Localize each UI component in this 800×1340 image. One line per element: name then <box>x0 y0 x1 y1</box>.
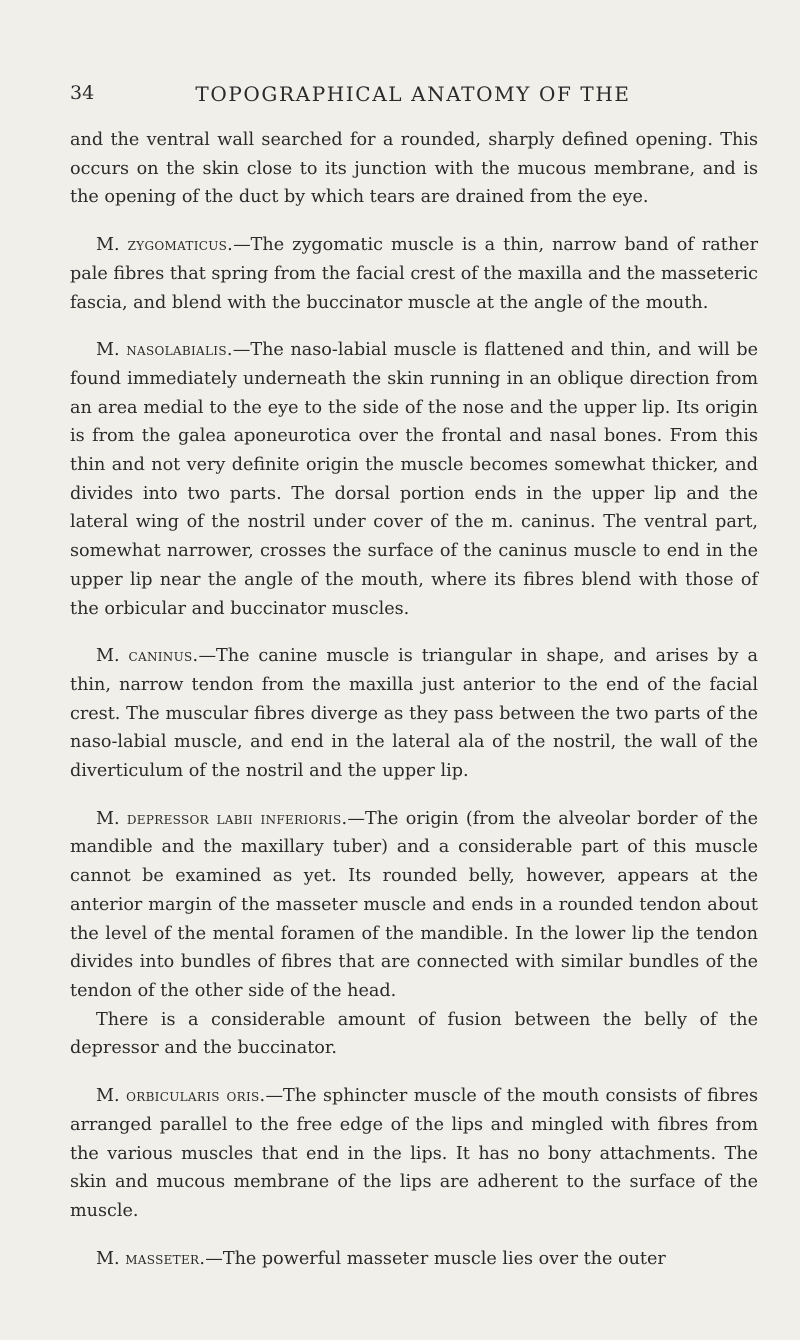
paragraph <box>70 1245 758 1274</box>
muscle-prefix: M. <box>96 808 120 829</box>
paragraph <box>70 126 758 212</box>
page-body <box>70 126 758 1292</box>
paragraph-text: —The powerful masseter muscle lies over the outer <box>205 1248 666 1269</box>
paragraph-text: —The canine muscle is triangular in shape, and arises by a thin, narrow tendon from the maxilla just anterior to the end of the facial crest. The muscular fibres diverge as they pass between the two parts of the naso-labial muscle, and end in the lateral ala of the nostril, the wall of the diverticulum of the nostril and the upper lip. <box>70 646 759 782</box>
muscle-heading: zygomaticus. <box>127 235 234 256</box>
muscle-prefix: M. <box>96 235 120 256</box>
paragraph <box>70 1006 758 1063</box>
muscle-prefix: M. <box>96 646 120 667</box>
page-header <box>70 82 756 114</box>
muscle-heading: depressor labii inferioris. <box>126 808 348 829</box>
muscle-prefix: M. <box>96 1248 120 1269</box>
page-number: 34 <box>70 82 95 104</box>
muscle-heading: caninus. <box>128 646 199 667</box>
paragraph <box>70 336 758 623</box>
paragraph-text: —The origin (from the alveolar border of the mandible and the maxillary tuber) and a considerable part of this muscle cannot be examined as yet. Its rounded belly, however, appears at the anterior margin of the masseter muscle and ends in a rounded tendon about the level of the mental foramen of the mandible. In the lower lip the tendon divides into bundles of fibres that are connected with similar bundles of the tendon of the other side of the head. <box>70 808 758 1001</box>
paragraph <box>70 1082 758 1226</box>
paragraph <box>70 805 758 1006</box>
paragraph-text: —The sphincter muscle of the mouth consists of fibres arranged parallel to the free edge of the lips and mingled with fibres from the various muscles that end in the lips. It has no bony attachments. The skin and mucous membrane of the lips are adherent to the surface of the muscle. <box>70 1086 759 1221</box>
paragraph <box>70 642 758 786</box>
muscle-prefix: M. <box>96 1086 120 1107</box>
paragraph-text: and the ventral wall searched for a rounded, sharply defined opening. This occurs on the skin close to its junction with the mucous membrane, and is the opening of the duct by which tears are drained from the eye. <box>70 130 758 208</box>
muscle-heading: orbicularis oris. <box>126 1086 266 1107</box>
muscle-heading: nasolabialis. <box>126 340 233 361</box>
paragraph-text: There is a considerable amount of fusion between the belly of the depressor and the buccinator. <box>70 1009 758 1059</box>
muscle-prefix: M. <box>96 340 120 361</box>
running-title: TOPOGRAPHICAL ANATOMY OF THE <box>195 82 631 106</box>
paragraph-text: —The naso-labial muscle is flattened and thin, and will be found immediately underneath the skin running in an oblique direction from an area medial to the eye to the side of the nose and the upper lip. Its origin is from the galea aponeurotica over the frontal and nasal bones. From this thin and not very definite origin the muscle becomes somewhat thicker, and divides into two parts. The dorsal portion ends in the upper lip and the lateral wing of the nostril under cover of the m. caninus. The ventral part, somewhat narrower, crosses the surface of the caninus muscle to end in the upper lip near the angle of the mouth, where its fibres blend with those of the orbicular and buccinator muscles. <box>70 340 758 619</box>
paragraph-text: —The zygomatic muscle is a thin, narrow band of rather pale fibres that spring from the facial crest of the maxilla and the masseteric fascia, and blend with the buccinator muscle at the angle of the mouth. <box>70 235 759 313</box>
muscle-heading: masseter. <box>125 1248 206 1269</box>
paragraph <box>70 231 758 317</box>
